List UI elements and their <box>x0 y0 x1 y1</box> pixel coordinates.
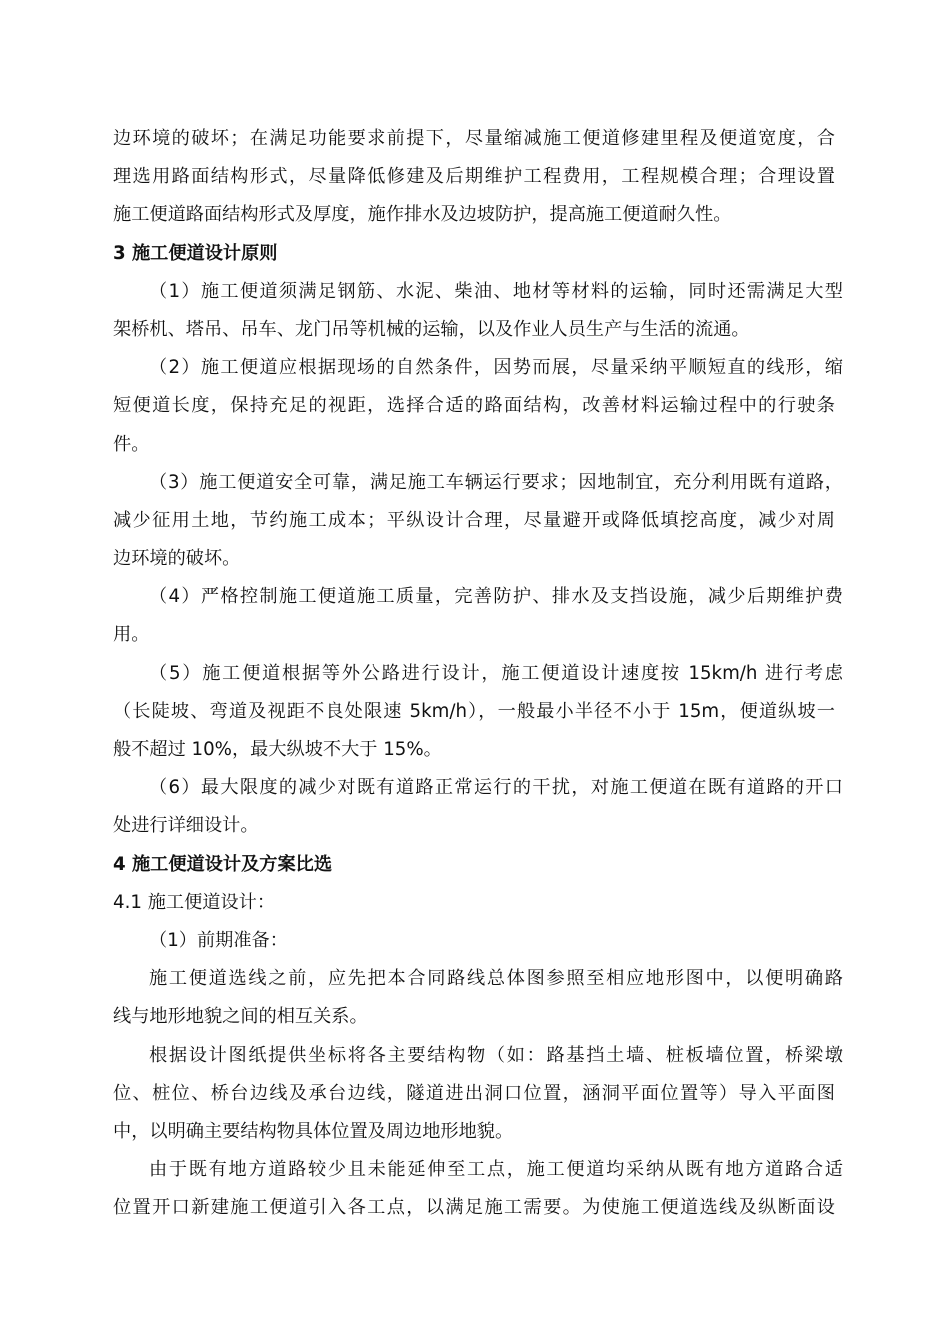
text-line: （1）前期准备： <box>149 929 288 951</box>
text-line: 位、桩位、桥台边线及承台边线，隧道进出洞口位置，涵洞平面位置等）导入平面图 <box>113 1082 835 1104</box>
section-heading: 4 施工便道设计及方案比选 <box>113 853 333 875</box>
text-line: 线与地形地貌之间的相互关系。 <box>113 1006 368 1028</box>
text-line: （2）施工便道应根据现场的自然条件，因势而展，尽量采纳平顺短直的线形，缩 <box>149 357 843 379</box>
text-line: 般不超过 10%，最大纵坡不大于 15%。 <box>113 739 442 760</box>
text-line: 件。 <box>113 433 150 455</box>
text-line: 4.1 施工便道设计： <box>113 891 276 913</box>
text-line: 根据设计图纸提供坐标将各主要结构物（如：路基挡土墙、桩板墙位置，桥梁墩 <box>149 1044 843 1066</box>
text-line: 位置开口新建施工便道引入各工点，以满足施工需要。为使施工便道选线及纵断面设 <box>113 1197 835 1219</box>
text-line: （6）最大限度的减少对既有道路正常运行的干扰，对施工便道在既有道路的开口 <box>149 777 843 799</box>
text-line: 架桥机、塔吊、吊车、龙门吊等机械的运输，以及作业人员生产与生活的流通。 <box>113 318 750 340</box>
text-line: 由于既有地方道路较少且未能延伸至工点，施工便道均采纳从既有地方道路合适 <box>149 1159 843 1181</box>
text-line: （3）施工便道安全可靠，满足施工车辆运行要求；因地制宜，充分利用既有道路， <box>149 471 843 493</box>
text-line: （4）严格控制施工便道施工质量，完善防护、排水及支挡设施，减少后期维护费 <box>149 586 843 608</box>
text-line: 施工便道路面结构形式及厚度，施作排水及边坡防护，提高施工便道耐久性。 <box>113 204 732 226</box>
document-page <box>113 120 843 1227</box>
text-line: （5）施工便道根据等外公路进行设计，施工便道设计速度按 15km/h 进行考虑 <box>149 662 843 684</box>
text-line: 用。 <box>113 624 150 646</box>
text-line: 短便道长度，保持充足的视距，选择合适的路面结构，改善材料运输过程中的行驶条 <box>113 395 835 417</box>
text-line: 处进行详细设计。 <box>113 815 259 837</box>
text-line: 边环境的破坏。 <box>113 548 241 570</box>
text-line: 边环境的破坏；在满足功能要求前提下，尽量缩减施工便道修建里程及便道宽度，合 <box>113 128 835 149</box>
text-line: 中，以明确主要结构物具体位置及周边地形地貌。 <box>113 1120 514 1142</box>
text-line: （1）施工便道须满足钢筋、水泥、柴油、地材等材料的运输，同时还需满足大型 <box>149 280 843 302</box>
section-heading: 3 施工便道设计原则 <box>113 242 278 264</box>
text-line: 减少征用土地，节约施工成本；平纵设计合理，尽量避开或降低填挖高度，减少对周 <box>113 509 835 531</box>
text-line: 理选用路面结构形式，尽量降低修建及后期维护工程费用，工程规模合理；合理设置 <box>113 166 835 188</box>
text-line: （长陡坡、弯道及视距不良处限速 5km/h），一般最小半径不小于 15m，便道纵坡一 <box>113 700 835 722</box>
text-line: 施工便道选线之前，应先把本合同路线总体图参照至相应地形图中，以便明确路 <box>149 968 843 990</box>
